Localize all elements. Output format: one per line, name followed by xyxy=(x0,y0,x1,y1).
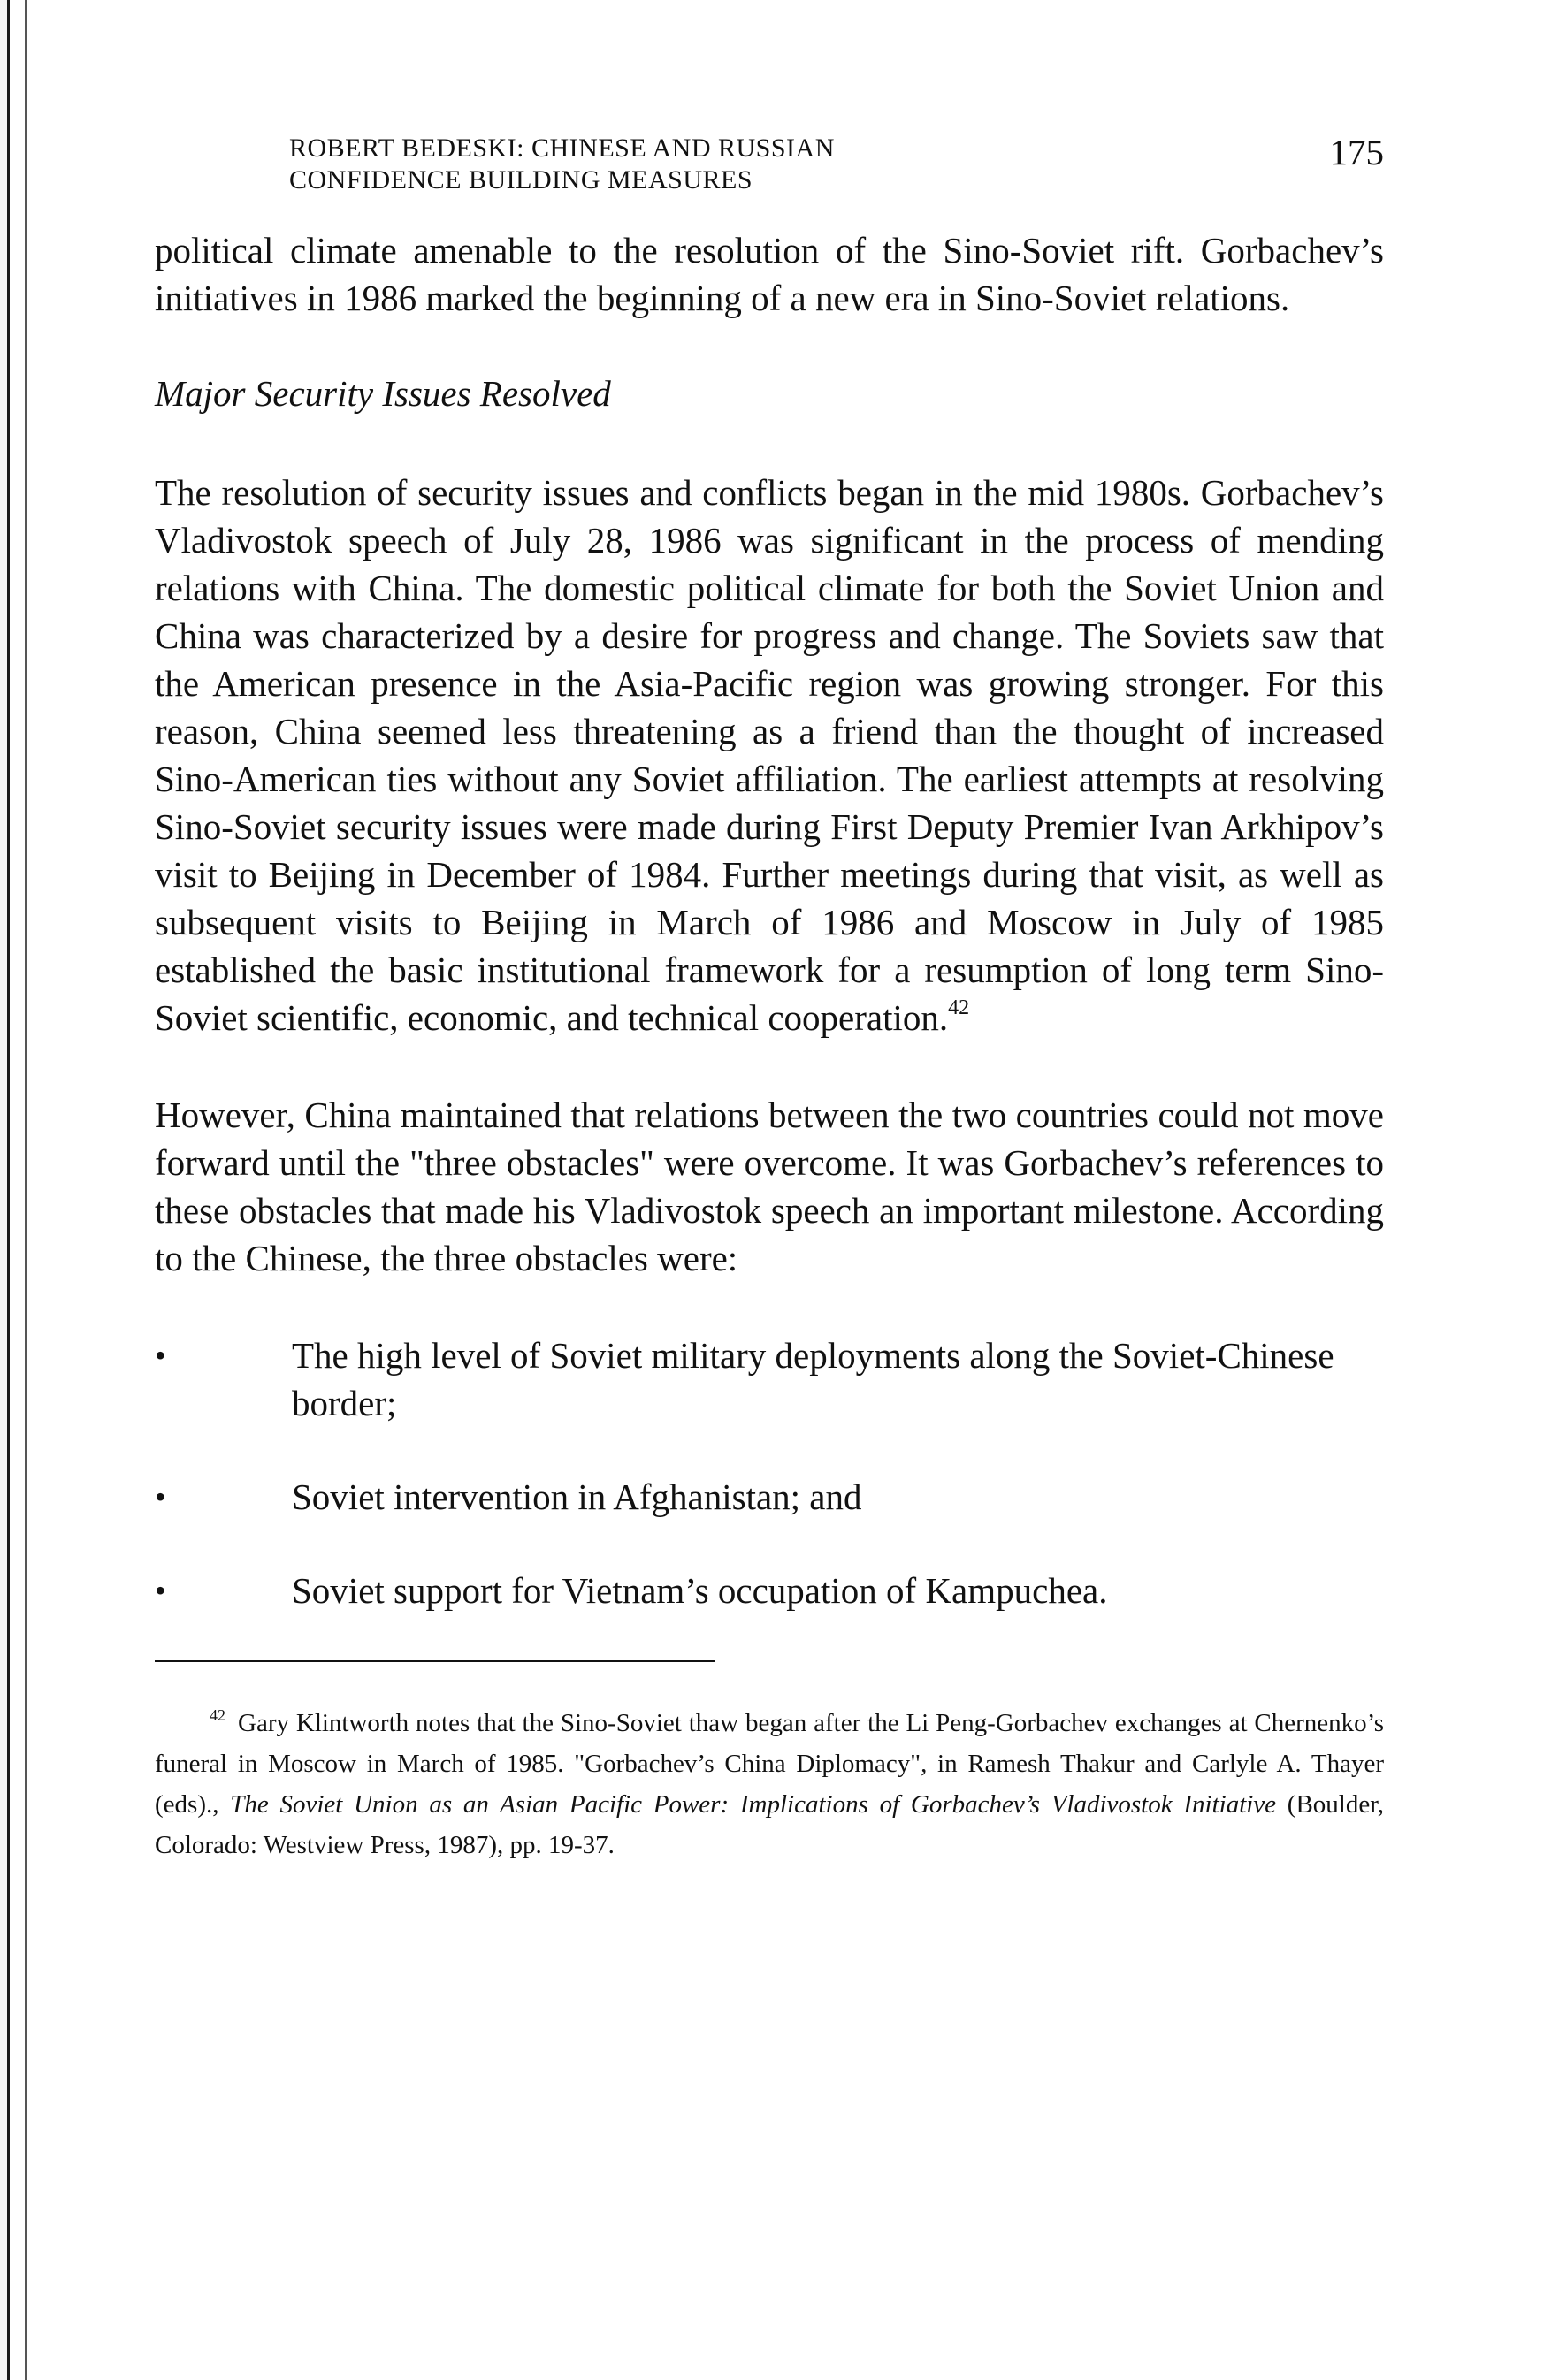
book-page xyxy=(155,133,1384,1891)
list-item-text: Soviet intervention in Afghanistan; and xyxy=(292,1476,862,1517)
paragraph-3: However, China maintained that relations between the two countries could not move forward until the "three obstacles" were overcome. It was Gorbachev’s references to these obstacles that made his Vladivostok speech an important milestone. According to the Chinese, the three obstacles were: xyxy=(155,1095,1384,1278)
section-heading: Major Security Issues Resolved xyxy=(155,373,611,414)
footnote-reference-42[interactable]: 42 xyxy=(948,996,970,1019)
footnote-marker: 42 xyxy=(210,1706,225,1724)
obstacles-list xyxy=(155,1331,1384,1614)
paragraph-1: political climate amenable to the resolution of the Sino-Soviet rift. Gorbachev’s initiatives in 1986 marked the beginning of a new era in Sino-Soviet relations. xyxy=(155,230,1384,318)
footnote-42 xyxy=(155,1703,1384,1865)
bullet-icon: • xyxy=(155,1338,166,1373)
running-head xyxy=(155,133,1384,203)
footnote-text-part-1: Gary Klintworth notes that the Sino-Soviet thaw began after the Li Peng-Gorbachev exchanges at Chernenko’s funeral in Moscow in March of 1985. "Gorbachev’s China Diplomacy", in Ramesh Thakur and Carlyle A. Thayer (eds)., xyxy=(155,1709,1384,1819)
list-item xyxy=(155,1567,1384,1614)
footnote-separator xyxy=(155,1660,715,1662)
page-number: 175 xyxy=(1329,132,1384,172)
page-binding-edge xyxy=(0,0,35,2380)
paragraph-2-text: The resolution of security issues and conflicts began in the mid 1980s. Gorbachev’s Vladivostok speech of July 28, 1986 was significant in the process of mending relations with China. The domestic political climate for both the Soviet Union and China was characterized by a desire for progress and change. The Soviets saw that the American presence in the Asia-Pacific region was growing stronger. For this reason, China seemed less threatening as a friend than the thought of increased Sino-American ties without any Soviet affiliation. The earliest attempts at resolving Sino-Soviet security issues were made during First Deputy Premier Ivan Arkhipov’s visit to Beijing in December of 1984. Further meetings during that visit, as well as subsequent visits to Beijing in March of 1986 and Moscow in July of 1985 established the basic institutional framework for a resumption of long term Sino-Soviet scientific, economic, and technical cooperation. xyxy=(155,472,1384,1038)
bullet-icon: • xyxy=(155,1479,166,1514)
list-item xyxy=(155,1331,1384,1427)
list-item-text: Soviet support for Vietnam’s occupation of Kampuchea. xyxy=(292,1570,1108,1611)
footnote-book-title: The Soviet Union as an Asian Pacific Power: Implications of Gorbachev’s Vladivostok Initiative xyxy=(230,1790,1277,1819)
list-item-text: The high level of Soviet military deployments along the Soviet-Chinese border; xyxy=(292,1335,1334,1423)
footnote-text-part-2: (Boulder, Colorado: Westview Press, 1987), pp. 19-37. xyxy=(155,1790,1384,1859)
bullet-icon: • xyxy=(155,1573,166,1608)
running-head-line-1: ROBERT BEDESKI: CHINESE AND RUSSIAN xyxy=(289,133,835,163)
list-item xyxy=(155,1473,1384,1521)
running-head-line-2: CONFIDENCE BUILDING MEASURES xyxy=(289,165,753,195)
paragraph-2 xyxy=(155,469,1384,1041)
